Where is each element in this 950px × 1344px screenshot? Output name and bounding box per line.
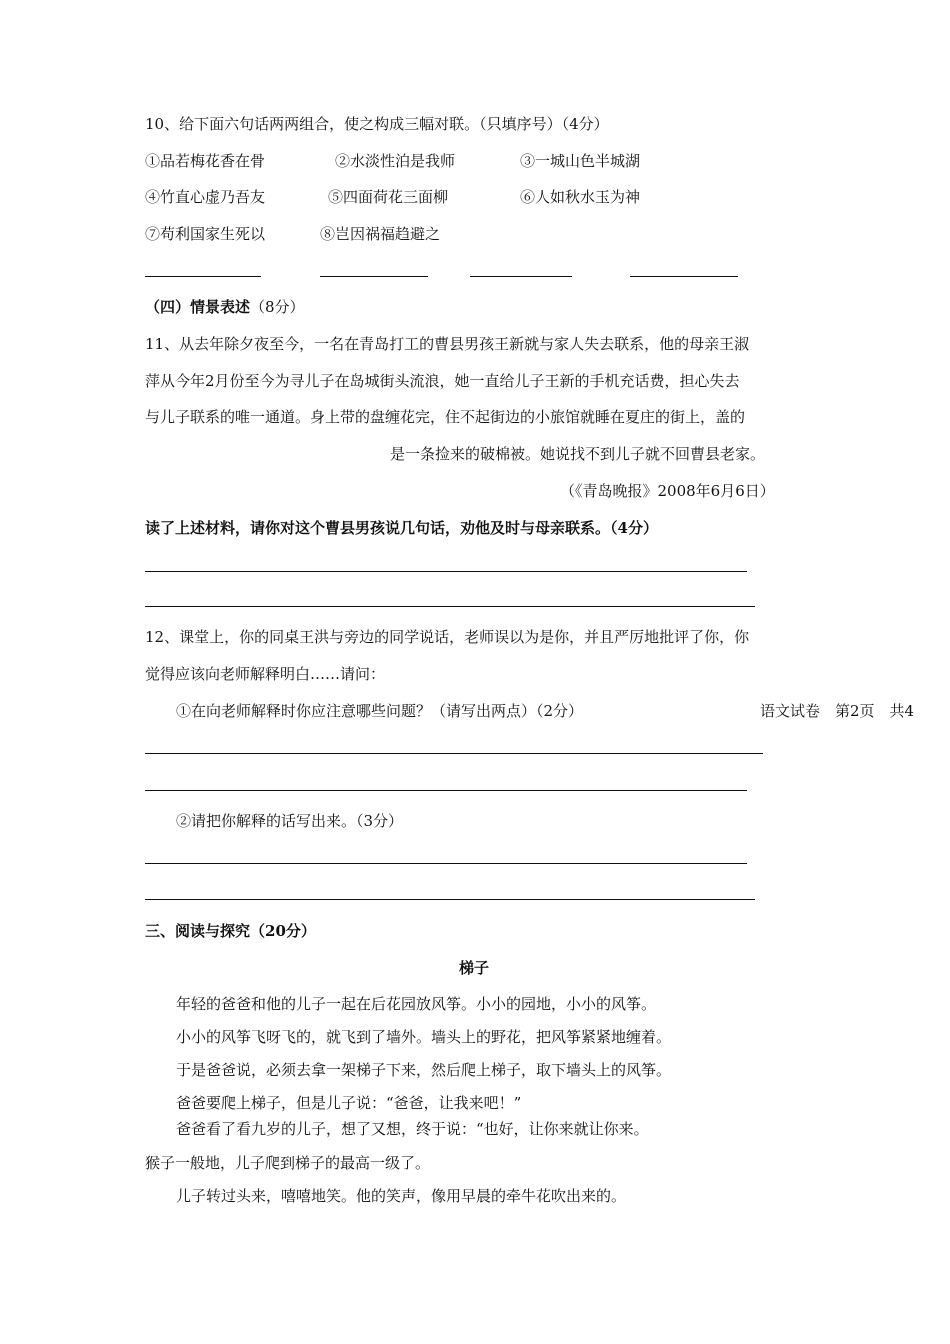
story-paragraph: 爸爸要爬上梯子，但是儿子说：“爸爸，让我来吧！” bbox=[176, 1094, 522, 1112]
q11-task: 读了上述材料，请你对这个曹县男孩说几句话，劝他及时与母亲联系。（4分） bbox=[145, 519, 658, 537]
q11-answer-line[interactable] bbox=[145, 606, 755, 607]
section-4-points: （8分） bbox=[250, 298, 305, 316]
story-paragraph: 年轻的爸爸和他的儿子一起在后花园放风筝。小小的园地，小小的风筝。 bbox=[176, 995, 657, 1013]
story-paragraph: 小小的风筝飞呀飞的，就飞到了墙外。墙头上的野花，把风筝紧紧地缠着。 bbox=[176, 1028, 672, 1046]
q11-line: 11、从去年除夕夜至今，一名在青岛打工的曹县男孩王新就与家人失去联系，他的母亲王淑 bbox=[145, 335, 750, 353]
story-title: 梯子 bbox=[459, 959, 490, 977]
q10-option-1: ①品若梅花香在骨 bbox=[145, 152, 266, 170]
q10-prompt: 10、给下面六句话两两组合，使之构成三幅对联。（只填序号）（4分） bbox=[145, 115, 609, 133]
q10-option-3: ③一城山色半城湖 bbox=[520, 152, 641, 170]
q10-option-5: ⑤四面荷花三面柳 bbox=[328, 188, 449, 206]
story-paragraph: 猴子一般地，儿子爬到梯子的最高一级了。 bbox=[145, 1154, 431, 1172]
q10-answer-blank[interactable] bbox=[630, 276, 738, 277]
story-paragraph: 儿子转过头来，嘻嘻地笑。他的笑声，像用早晨的牵牛花吹出来的。 bbox=[176, 1187, 627, 1205]
q10-option-4: ④竹直心虚乃吾友 bbox=[145, 188, 266, 206]
page-footer: 语文试卷 第2页 共4 bbox=[760, 702, 915, 720]
q11-answer-line[interactable] bbox=[145, 571, 747, 572]
q12-sub-question-1: ①在向老师解释时你应注意哪些问题？（请写出两点）（2分） bbox=[176, 702, 584, 720]
q12-answer-line[interactable] bbox=[145, 753, 763, 754]
q11-line: 与儿子联系的唯一通道。身上带的盘缠花完，住不起街边的小旅馆就睡在夏庄的街上，盖的 bbox=[145, 408, 746, 426]
q12-answer-line[interactable] bbox=[145, 899, 755, 900]
section-4-title: （四）情景表述 bbox=[145, 298, 251, 316]
q12-answer-line[interactable] bbox=[145, 790, 747, 791]
q10-option-6: ⑥人如秋水玉为神 bbox=[520, 188, 641, 206]
q10-option-2: ②水淡性泊是我师 bbox=[335, 152, 456, 170]
q10-answer-blank[interactable] bbox=[145, 276, 261, 277]
story-paragraph: 于是爸爸说，必须去拿一架梯子下来，然后爬上梯子，取下墙头上的风筝。 bbox=[176, 1061, 672, 1079]
q12-line: 12、课堂上，你的同桌王洪与旁边的同学说话，老师误以为是你，并且严厉地批评了你，你 bbox=[145, 628, 750, 646]
section-4-heading bbox=[145, 297, 305, 317]
q10-answer-blank[interactable] bbox=[320, 276, 428, 277]
q10-option-7: ⑦苟利国家生死以 bbox=[145, 225, 266, 243]
q11-source: （《青岛晚报》2008年6月6日） bbox=[560, 482, 775, 500]
q12-answer-line[interactable] bbox=[145, 863, 747, 864]
story-paragraph: 爸爸看了看九岁的儿子，想了又想，终于说：“也好，让你来就让你来。 bbox=[176, 1120, 649, 1138]
q11-line: 是一条捡来的破棉被。她说找不到儿子就不回曹县老家。 bbox=[390, 445, 766, 463]
q10-option-8: ⑧岂因祸福趋避之 bbox=[320, 225, 441, 243]
q12-sub-question-2: ②请把你解释的话写出来。（3分） bbox=[176, 812, 404, 830]
q11-line: 萍从今年2月份至今为寻儿子在岛城街头流浪，她一直给儿子王新的手机充话费，担心失去 bbox=[145, 372, 740, 390]
section-3-heading: 三、阅读与探究（20分） bbox=[145, 922, 316, 940]
q10-answer-blank[interactable] bbox=[470, 276, 572, 277]
q12-line: 觉得应该向老师解释明白……请问： bbox=[145, 665, 386, 683]
